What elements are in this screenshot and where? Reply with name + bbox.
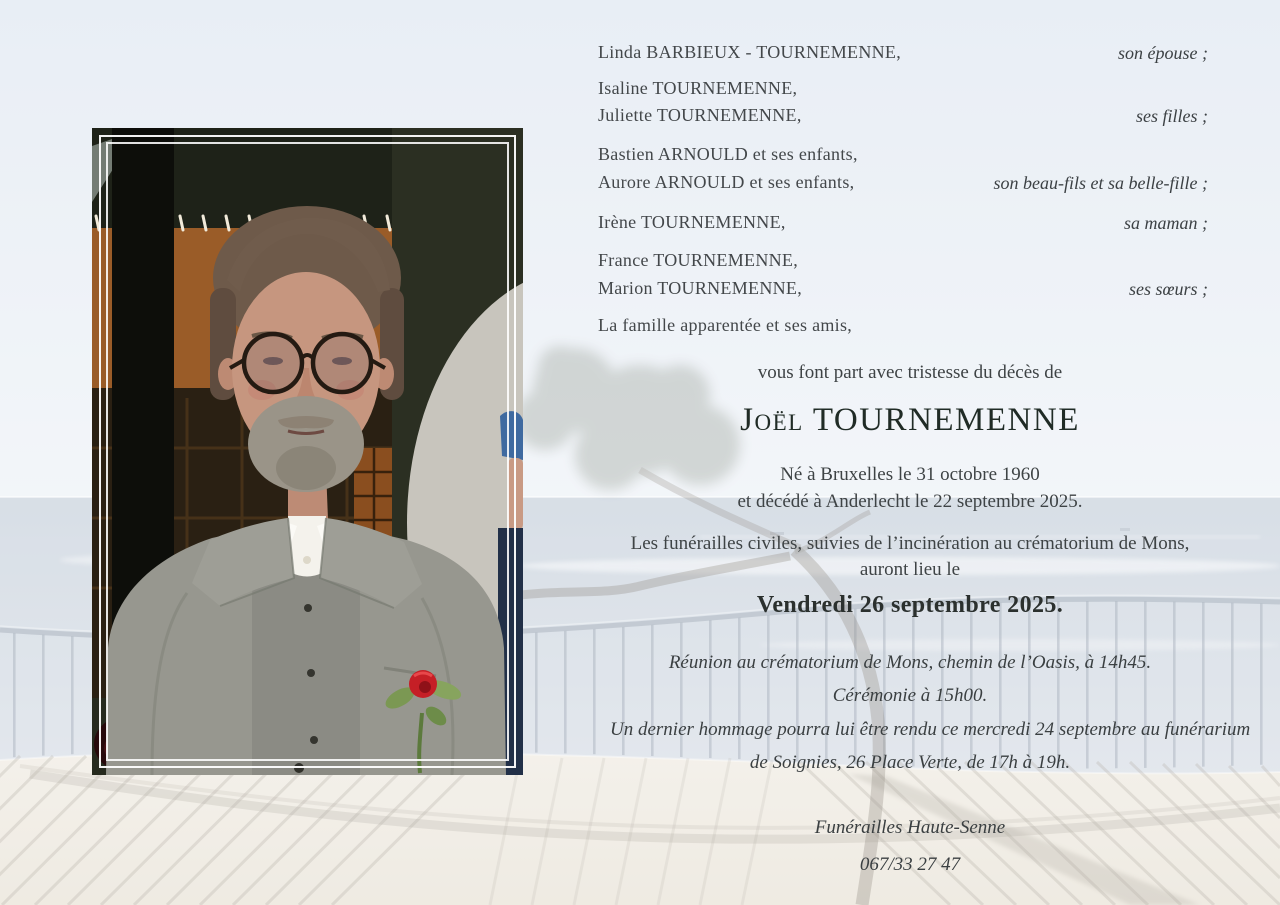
relative-name: France TOURNEMENNE, xyxy=(598,250,799,270)
funeral-line-2: auront lieu le xyxy=(859,559,961,580)
relative-name: La famille apparentée et ses amis, xyxy=(598,315,853,335)
relation-label: ses sœurs ; xyxy=(1128,279,1208,299)
deceased-name: Joël TOURNEMENNE xyxy=(740,402,1080,438)
announcement-line: vous font part avec tristesse du décès de xyxy=(757,362,1063,383)
portrait-illustration xyxy=(92,128,523,775)
relative-name: Bastien ARNOULD et ses enfants, xyxy=(598,144,858,164)
relation-label: ses filles ; xyxy=(1136,106,1208,126)
death-line: et décédé à Anderlecht le 22 septembre 2025. xyxy=(737,491,1083,512)
funeral-line-1: Les funérailles civiles, suivies de l’incinération au crématorium de Mons, xyxy=(630,533,1190,554)
relative-name: Aurore ARNOULD et ses enfants, xyxy=(598,172,855,192)
relation-label: son épouse ; xyxy=(1118,43,1208,63)
relative-name: Linda BARBIEUX - TOURNEMENNE, xyxy=(598,42,902,62)
funeral-home-phone: 067/33 27 47 xyxy=(859,854,961,875)
tribute-line-1: Un dernier hommage pourra lui être rendu ce mercredi 24 septembre au funérarium xyxy=(610,719,1251,740)
relative-name: Irène TOURNEMENNE, xyxy=(598,212,786,232)
birth-line: Né à Bruxelles le 31 octobre 1960 xyxy=(780,464,1040,485)
tribute-line-2: de Soignies, 26 Place Verte, de 17h à 19h. xyxy=(749,752,1071,773)
relative-name: Juliette TOURNEMENNE, xyxy=(598,105,802,125)
relative-name: Isaline TOURNEMENNE, xyxy=(598,78,798,98)
relation-label: sa maman ; xyxy=(1124,213,1208,233)
meeting-line: Réunion au crématorium de Mons, chemin de l’Oasis, à 14h45. xyxy=(668,652,1152,673)
ceremony-line: Cérémonie à 15h00. xyxy=(832,685,988,706)
funeral-home: Funérailles Haute-Senne xyxy=(814,817,1006,838)
relation-label: son beau-fils et sa belle-fille ; xyxy=(993,173,1208,193)
funeral-date: Vendredi 26 septembre 2025. xyxy=(756,592,1064,618)
relative-name: Marion TOURNEMENNE, xyxy=(598,278,803,298)
portrait-photo xyxy=(92,128,523,775)
